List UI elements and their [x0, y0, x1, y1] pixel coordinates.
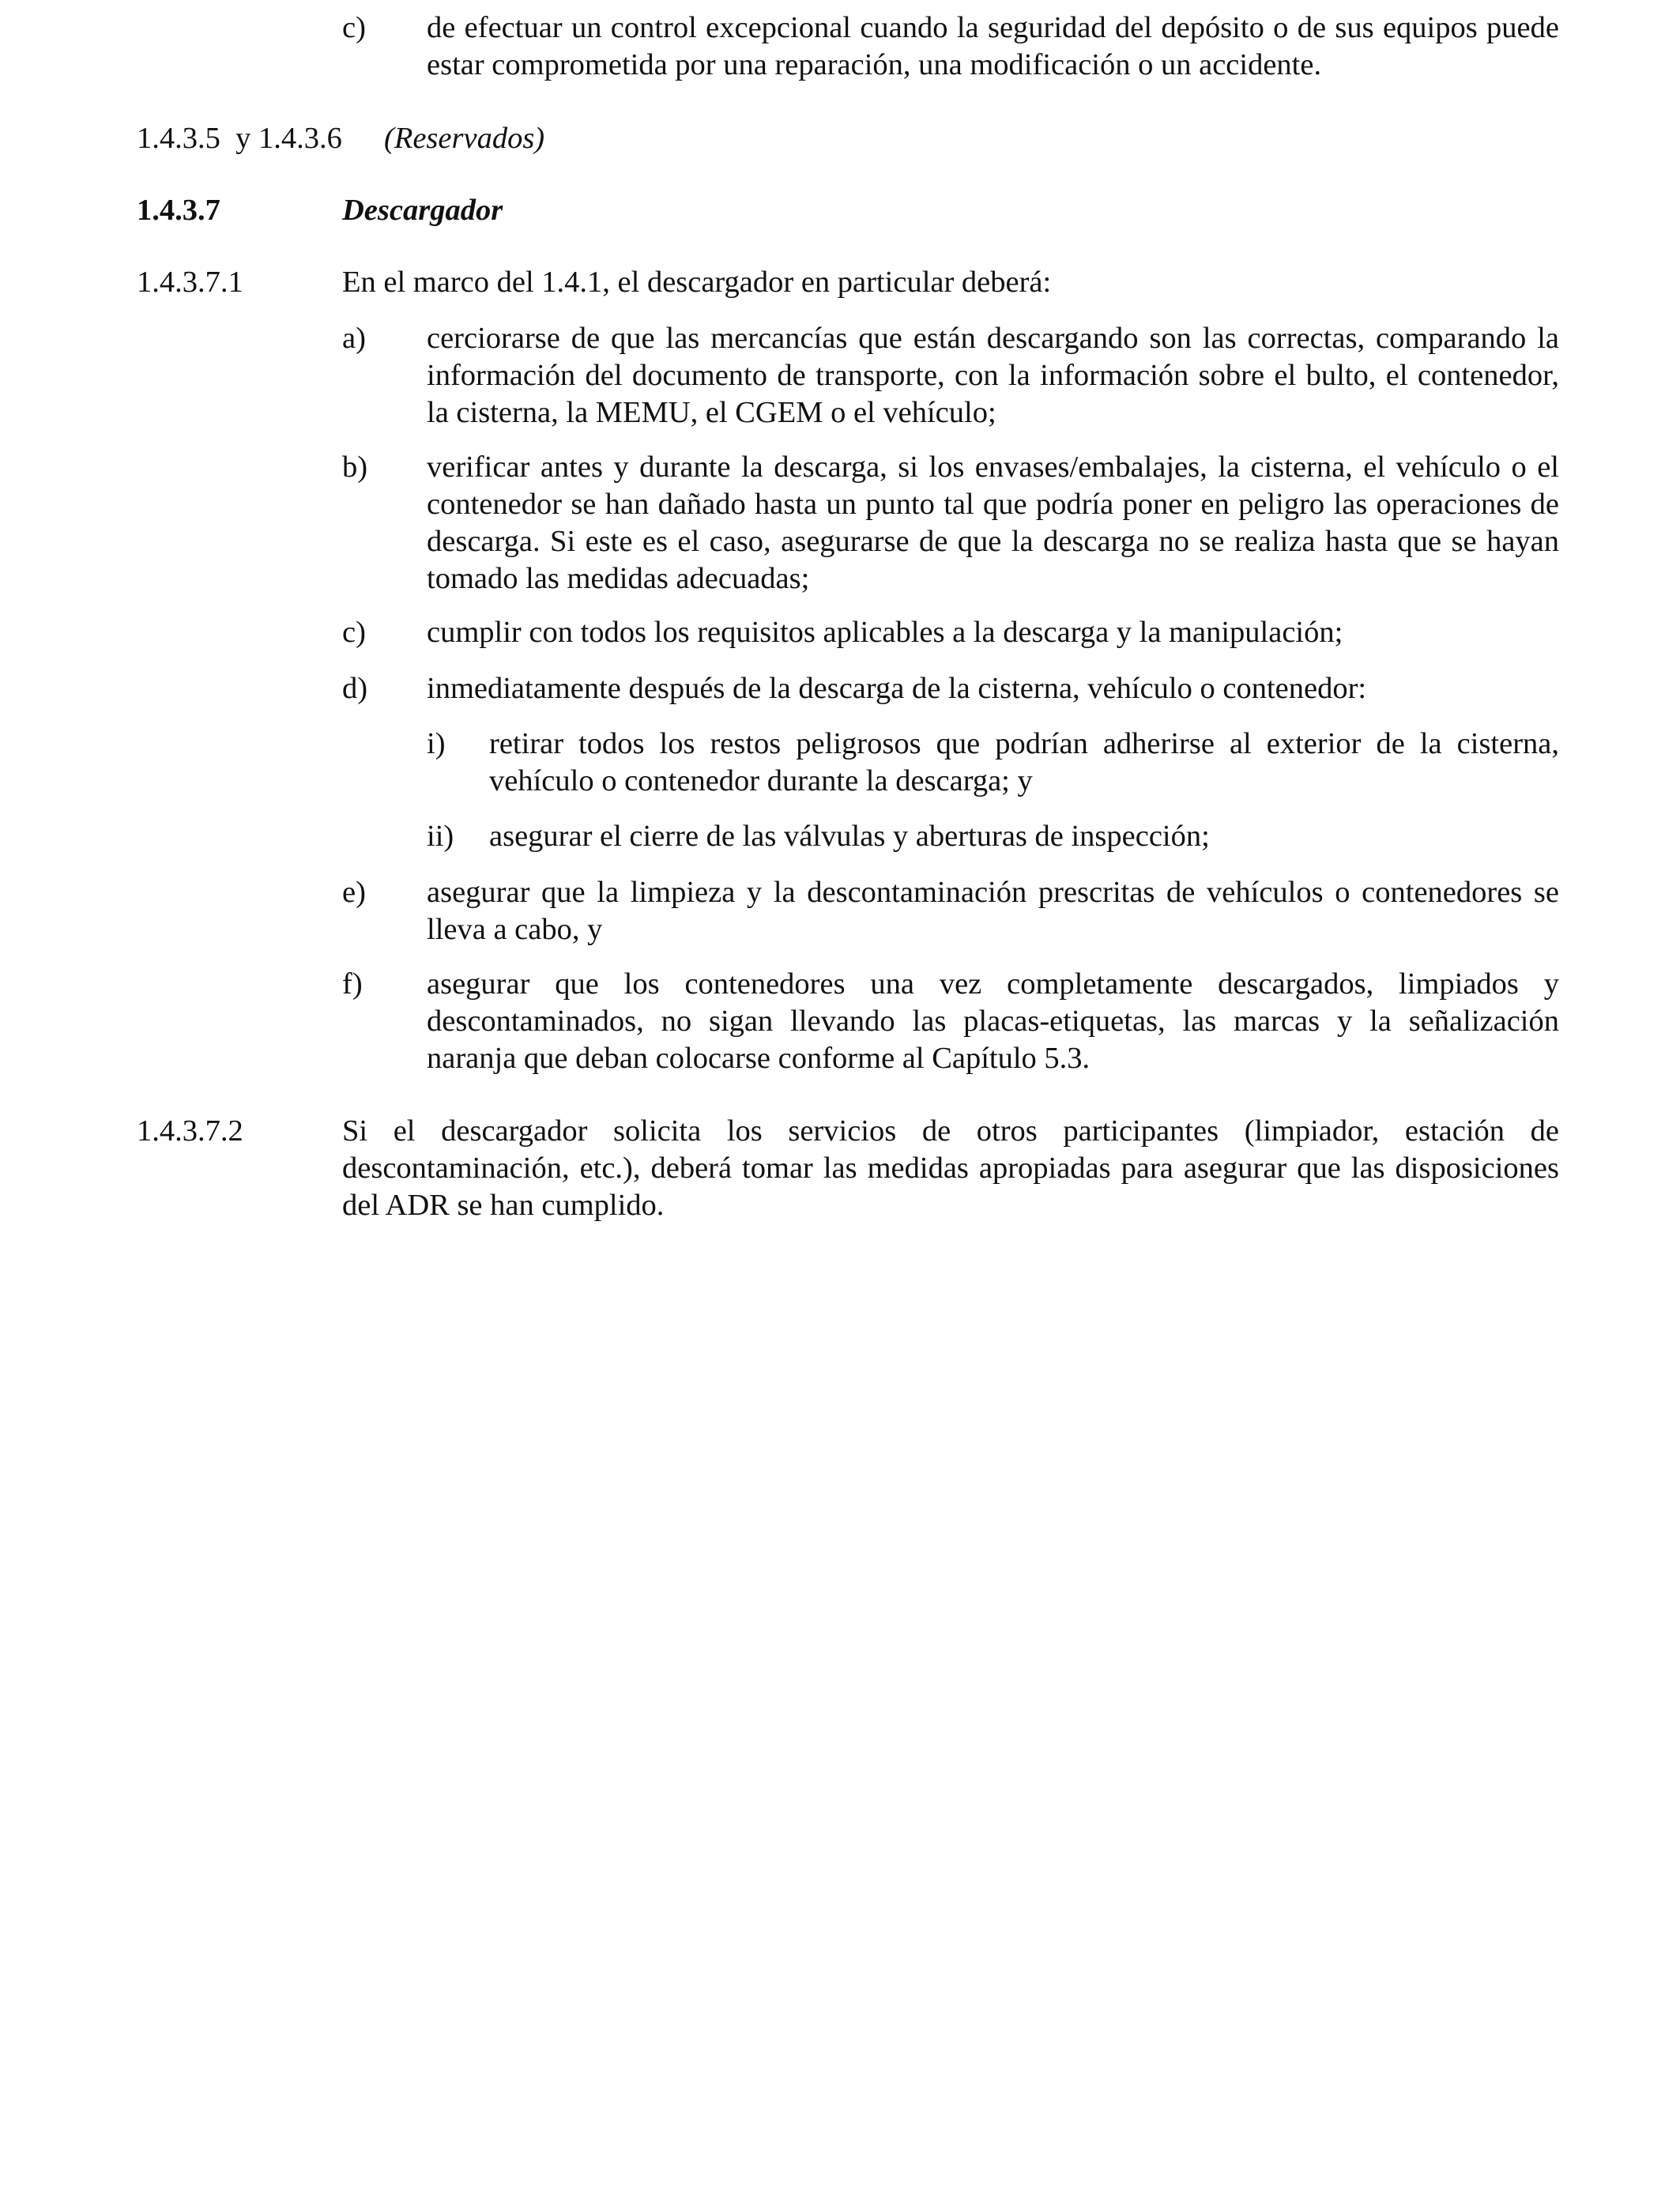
list-item-text: asegurar que los contenedores una vez completamente descargados, limpiados y descontaminados, no sigan llevando las placas-etiquetas, las marcas y la señalización naranja que deban colocarse conforme al Capítulo 5.3.	[427, 967, 1559, 1075]
list-item-text: asegurar que la limpieza y la descontaminación prescritas de vehículos o contenedores se lleva a cabo, y	[427, 876, 1559, 946]
list-item-label: f)	[342, 967, 363, 1001]
paragraph-number: 1.4.3.7.2	[137, 1114, 243, 1148]
list-item-text: inmediatamente después de la descarga de la cisterna, vehículo o contenedor:	[427, 672, 1367, 705]
paragraph-number: 1.4.3.7.1	[137, 266, 243, 299]
sub-item-text: retirar todos los restos peligrosos que podrían adherirse al exterior de la cisterna, vehículo o contenedor durante la descarga; y	[489, 727, 1559, 797]
list-item-label: c)	[342, 616, 366, 649]
sub-item-label: i)	[427, 727, 446, 760]
reserved-label: (Reservados)	[384, 122, 545, 155]
list-item-text: verificar antes y durante la descarga, si los envases/embalajes, la cisterna, el vehículo o el contenedor se han dañado hasta un punto tal que podría poner en peligro las operaciones de descarga. Si este es el caso, asegurarse de que la descarga no se realiza hasta que se hayan tomado las medidas adecuadas;	[427, 450, 1559, 595]
list-item-label: e)	[342, 876, 366, 909]
list-item-label: a)	[342, 322, 366, 355]
list-item-text: cumplir con todos los requisitos aplicables a la descarga y la manipulación;	[427, 616, 1343, 649]
paragraph-intro: En el marco del 1.4.1, el descargador en particular deberá:	[342, 266, 1052, 299]
sub-item-label: ii)	[427, 820, 454, 853]
list-item-label: d)	[342, 672, 368, 705]
reserved-section-number: 1.4.3.5 y 1.4.3.6	[137, 122, 342, 155]
list-item-label: c)	[342, 11, 366, 44]
paragraph-text: Si el descargador solicita los servicios de otros participantes (limpiador, estación de descontaminación, etc.), deberá tomar las medidas apropiadas para asegurar que las disposiciones del ADR se han cumplido.	[342, 1114, 1559, 1222]
list-item-text: de efectuar un control excepcional cuando la seguridad del depósito o de sus equipos puede estar comprometida por una reparación, una modificación o un accidente.	[427, 11, 1559, 81]
section-title: Descargador	[342, 194, 503, 227]
list-item-label: b)	[342, 450, 368, 484]
list-item-text: cerciorarse de que las mercancías que están descargando son las correctas, comparando la información del documento de transporte, con la información sobre el bulto, el contenedor, la cisterna, la MEMU, el CGEM o el vehículo;	[427, 322, 1559, 429]
sub-item-text: asegurar el cierre de las válvulas y aberturas de inspección;	[489, 820, 1210, 853]
section-number: 1.4.3.7	[137, 194, 220, 227]
